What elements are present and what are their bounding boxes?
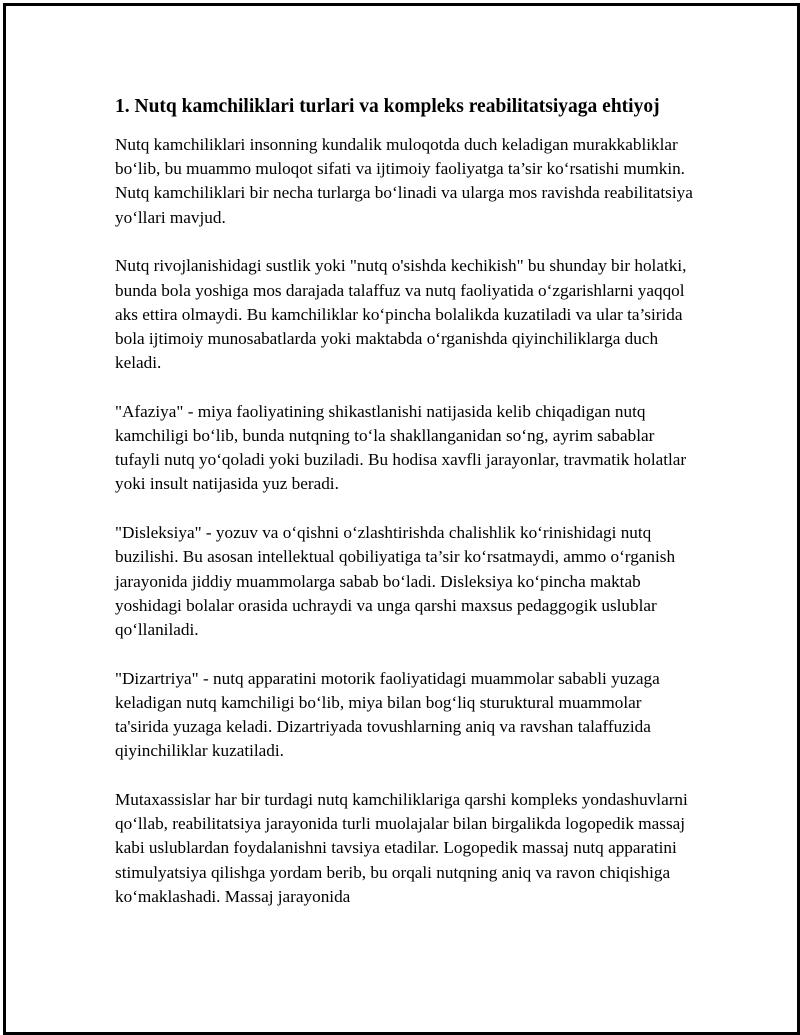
section-heading: 1. Nutq kamchiliklari turlari va kompleks reabilitatsiyaga ehtiyoj xyxy=(115,96,660,117)
paragraph-dyslexia: "Disleksiya" - yozuv va o‘qishni o‘zlashtirishda chalishlik ko‘rinishidagi nutq buzilishi. Bu asosan intellektual qobiliyatiga ta’sir ko‘rsatmaydi, ammo o‘rganish jarayonida jiddiy muammolarga sabab bo‘ladi. Disleksiya ko‘pincha maktab yoshidagi bolalar orasida uchraydi va unga qarshi maxsus pedaggogik uslublar qo‘llaniladi. xyxy=(115,523,676,639)
paragraph-dysarthria: "Dizartriya" - nutq apparatini motorik faoliyatidagi muammolar sababli yuzaga keladigan nutq kamchiligi bo‘lib, miya bilan bog‘liq sturuktural muammolar ta'sirida yuzaga keladi. Dizartriyada tovushlarning aniq va ravshan talaffuzida qiyinchiliklar kuzatiladi. xyxy=(115,668,660,761)
paragraph-specialists: Mutaxassislar har bir turdagi nutq kamchiliklariga qarshi kompleks yondashuvlarni qo‘llab, reabilitatsiya jarayonida turli muolajalar bilan birgalikda logopedik massaj kabi uslublardan foydalanishni tavsiya etadilar. Logopedik massaj nutq apparatini stimulyatsiya qilishga yordam berib, bu orqali nutqning aniq va ravon chiqishiga ko‘maklashadi. Massaj jarayonida xyxy=(115,789,688,906)
paragraph-intro: Nutq kamchiliklari insonning kundalik muloqotda duch keladigan murakkabliklar bo‘lib, bu muammo muloqot sifati va ijtimoiy faoliyatga ta’sir ko‘rsatishi mumkin. Nutq kamchiliklari bir necha turlarga bo‘linadi va ularga mos ravishda reabilitatsiya yo‘llari mavjud. xyxy=(115,135,693,227)
document-content xyxy=(115,93,695,933)
paragraph-speech-delay: Nutq rivojlanishidagi sustlik yoki "nutq o'sishda kechikish" bu shunday bir holatki, bunda bola yoshiga mos darajada talaffuz va nutq faoliyatida o‘zgarishlarni yaqqol aks ettira olmaydi. Bu kamchiliklar ko‘pincha bolalikda kuzatiladi va ular ta’sirida bola ijtimoiy munosabatlarda yoki maktabda o‘rganishda qiyinchiliklarga duch keladi. xyxy=(115,256,687,373)
paragraph-aphasia: "Afaziya" - miya faoliyatining shikastlanishi natijasida kelib chiqadigan nutq kamchiligi bo‘lib, bunda nutqning to‘la shakllanganidan so‘ng, ayrim sabablar tufayli nutq yo‘qoladi yoki buziladi. Bu hodisa xavfli jarayonlar, travmatik holatlar yoki insult natijasida yuz beradi. xyxy=(115,401,687,494)
